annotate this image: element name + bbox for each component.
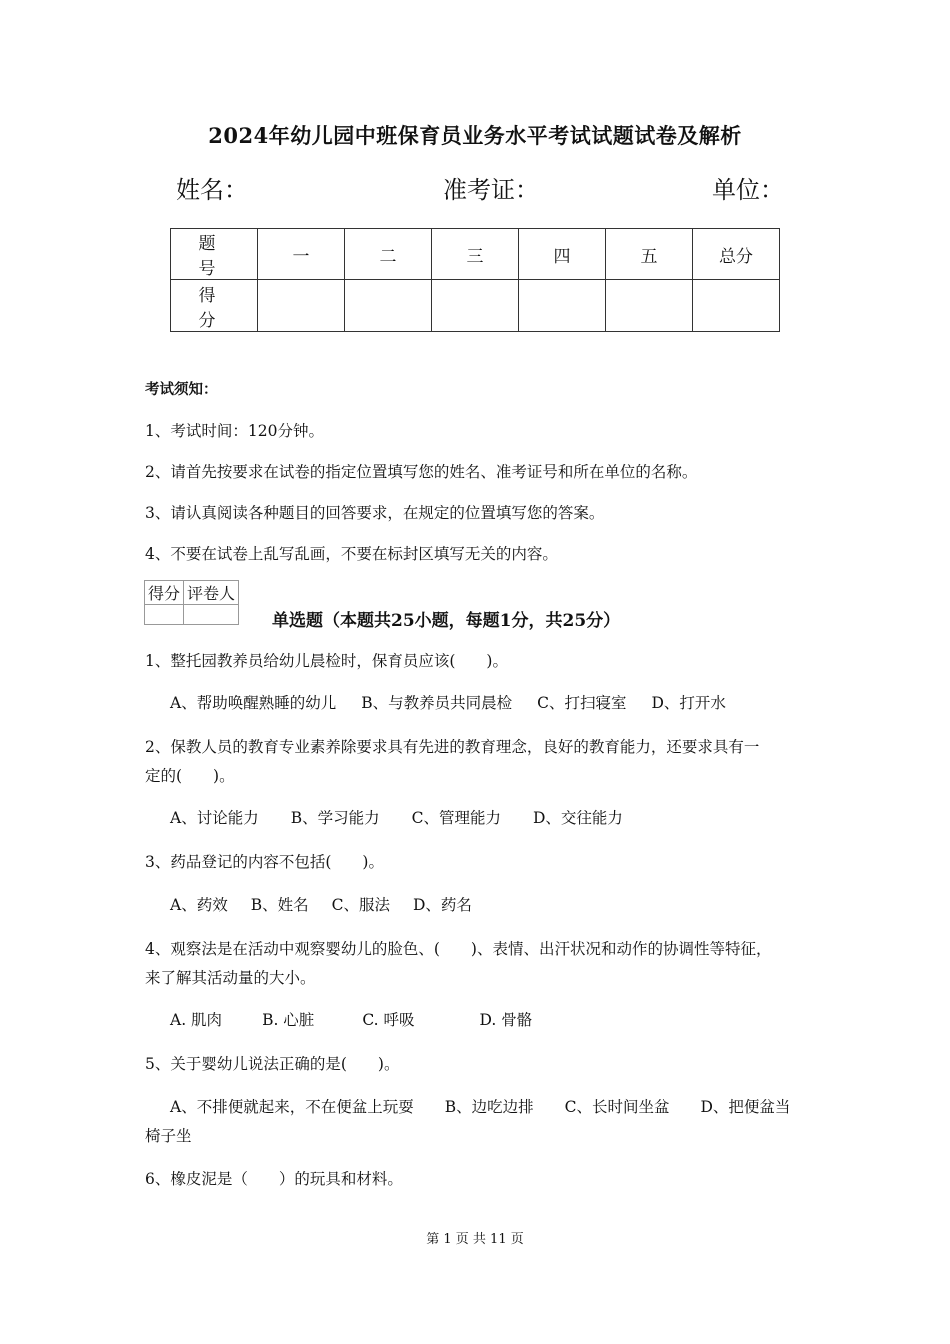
grader-name-label: 评卷人	[184, 581, 239, 605]
section-5-header: 五	[606, 229, 693, 280]
question-options	[170, 893, 472, 915]
section-4-header: 四	[519, 229, 606, 280]
option: C、管理能力	[411, 809, 501, 827]
score-cell	[519, 280, 606, 332]
notice-item: 3、请认真阅读各种题目的回答要求，在规定的位置填写您的答案。	[145, 504, 605, 522]
question-number-label: 题 号	[171, 229, 258, 280]
option: D、打开水	[651, 694, 726, 712]
option: B、学习能力	[290, 809, 380, 827]
section-2-header: 二	[345, 229, 432, 280]
page-footer: 第 1 页 共 11 页	[426, 1232, 524, 1247]
question-stem: 4、观察法是在活动中观察婴幼儿的脸色、( )、表情、出汗状况和动作的协调性等特征，	[145, 940, 772, 958]
option: D. 骨骼	[479, 1011, 533, 1029]
unit-label: 单位：	[712, 176, 784, 204]
question-stem: 5、关于婴幼儿说法正确的是( )。	[145, 1055, 400, 1073]
question-options	[170, 691, 726, 713]
score-label: 得 分	[171, 280, 258, 332]
question-options: A、不排便就起来，不在便盆上玩耍 B、边吃边排 C、长时间坐盆 D、把便盆当	[170, 1098, 791, 1116]
notice-item: 1、考试时间：120分钟。	[145, 422, 324, 440]
section-3-header: 三	[432, 229, 519, 280]
option: D、药名	[412, 896, 472, 914]
question-stem-continued: 来了解其活动量的大小。	[145, 969, 316, 987]
total-header: 总分	[693, 229, 780, 280]
question-stem: 1、整托园教养员给幼儿晨检时，保育员应该( )。	[145, 652, 508, 670]
option: A、药效	[170, 896, 228, 914]
notice-heading: 考试须知：	[145, 381, 218, 398]
section-title: 单选题（本题共25小题，每题1分，共25分）	[272, 611, 621, 631]
score-table-score-row	[171, 280, 780, 332]
score-table-header-row	[171, 229, 780, 280]
option: A. 肌肉	[170, 1011, 223, 1029]
question-stem-continued: 定的( )。	[145, 767, 235, 785]
section-1-header: 一	[258, 229, 345, 280]
question-options-continued: 椅子坐	[145, 1127, 192, 1145]
option: A、帮助唤醒熟睡的幼儿	[170, 694, 337, 712]
option: D、交往能力	[532, 809, 623, 827]
score-cell	[432, 280, 519, 332]
name-label: 姓名：	[176, 176, 248, 204]
notice-item: 2、请首先按要求在试卷的指定位置填写您的姓名、准考证号和所在单位的名称。	[145, 463, 698, 481]
score-table	[170, 228, 780, 332]
option: B、姓名	[250, 896, 309, 914]
option: C、服法	[331, 896, 390, 914]
option: B、与教养员共同晨检	[361, 694, 513, 712]
question-stem: 2、保教人员的教育专业素养除要求具有先进的教育理念，良好的教育能力，还要求具有一	[145, 738, 760, 756]
score-cell	[693, 280, 780, 332]
notice-item: 4、不要在试卷上乱写乱画，不要在标封区填写无关的内容。	[145, 545, 558, 563]
option: A、讨论能力	[170, 809, 259, 827]
grader-name-cell	[184, 605, 239, 625]
exam-id-label: 准考证：	[443, 176, 539, 204]
question-stem: 6、橡皮泥是（ ）的玩具和材料。	[145, 1170, 403, 1188]
question-options	[170, 806, 623, 828]
exam-title: 2024年幼儿园中班保育员业务水平考试试题试卷及解析	[208, 123, 742, 148]
option: B. 心脏	[262, 1011, 315, 1029]
score-cell	[258, 280, 345, 332]
score-cell	[345, 280, 432, 332]
score-cell	[606, 280, 693, 332]
grader-score-label: 得分	[145, 581, 184, 605]
question-stem: 3、药品登记的内容不包括( )。	[145, 853, 384, 871]
option: C、打扫寝室	[537, 694, 627, 712]
option: C. 呼吸	[362, 1011, 415, 1029]
grader-box	[144, 580, 239, 625]
grader-score-cell	[145, 605, 184, 625]
question-options	[170, 1008, 532, 1030]
